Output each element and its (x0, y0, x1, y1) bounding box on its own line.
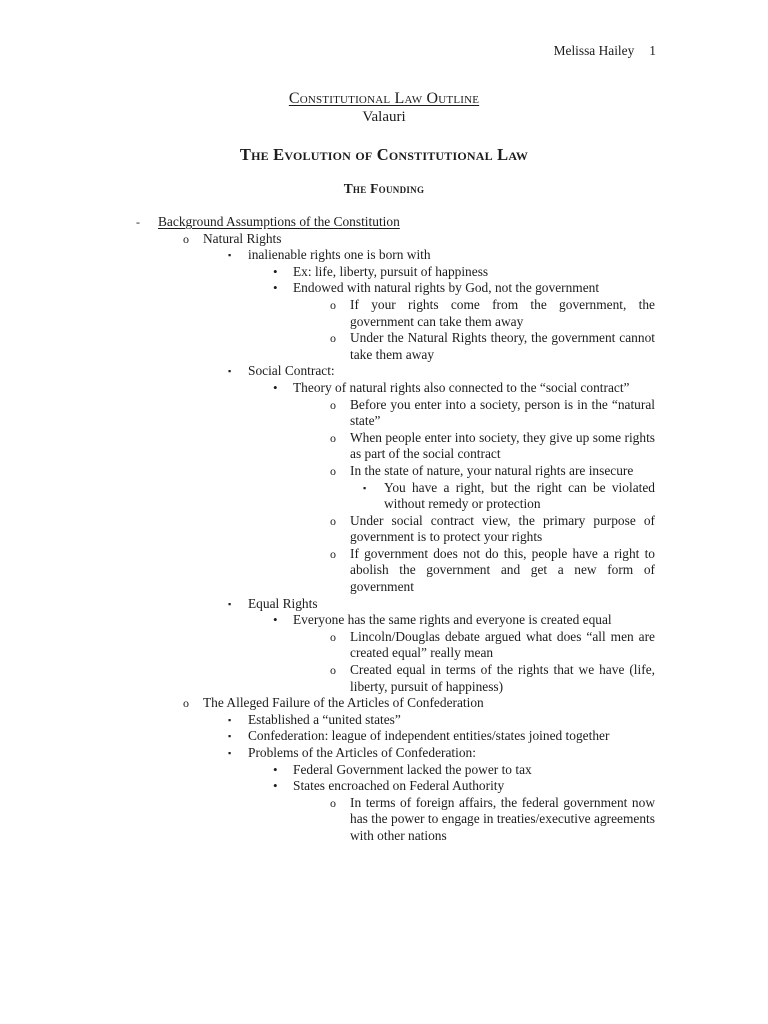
outline-item-text: Before you enter into a society, person is in the “natural state” (350, 396, 655, 429)
bullet-marker: • (273, 778, 278, 794)
bullet-marker: • (273, 612, 278, 628)
outline-item-text: Endowed with natural rights by God, not the government (293, 280, 600, 296)
outline-item (0, 380, 655, 397)
outline-item-text: If your rights come from the government, the government can take them away (350, 296, 655, 329)
outline-item-text: When people enter into society, they give up some rights as part of the social contract (350, 429, 655, 462)
bullet-marker: o (330, 795, 336, 810)
outline-item (0, 214, 655, 231)
bullet-marker: o (330, 513, 336, 528)
outline-item (0, 363, 655, 380)
outline-item-text: Social Contract: (248, 363, 335, 379)
outline-item (0, 231, 655, 248)
bullet-marker: • (273, 280, 278, 296)
outline-item-text: You have a right, but the right can be violated without remedy or protection (384, 479, 655, 512)
outline (0, 214, 655, 845)
outline-item (0, 513, 655, 546)
outline-item-text: States encroached on Federal Authority (293, 778, 505, 794)
document-subtitle: Valauri (362, 109, 406, 125)
outline-item-text: inalienable rights one is born with (248, 247, 431, 263)
bullet-marker: o (330, 463, 336, 478)
outline-item-text: Theory of natural rights also connected to the “social contract” (293, 379, 630, 395)
bullet-marker: o (330, 629, 336, 644)
subsection-heading: The Founding (343, 181, 425, 196)
outline-item (0, 795, 655, 845)
outline-item-text: Under the Natural Rights theory, the government cannot take them away (350, 330, 655, 362)
outline-item (0, 264, 655, 281)
bullet-marker: ▪ (363, 482, 367, 493)
outline-item (0, 463, 655, 480)
outline-item (0, 397, 655, 430)
document-title: Constitutional Law Outline (288, 90, 480, 107)
outline-item (0, 596, 655, 613)
outline-item (0, 629, 655, 662)
running-header (554, 43, 656, 59)
outline-item-text: Confederation: league of independent entities/states joined together (248, 728, 610, 744)
outline-item-text: Natural Rights (203, 230, 282, 246)
section-heading: The Evolution of Constitutional Law (239, 145, 529, 164)
bullet-marker: o (330, 663, 336, 678)
outline-item-text: Under social contract view, the primary purpose of government is to protect your rights (350, 512, 655, 545)
outline-item (0, 712, 655, 729)
outline-item-text: In the state of nature, your natural rights are insecure (350, 462, 634, 478)
outline-item (0, 430, 655, 463)
outline-item (0, 662, 655, 695)
outline-item-text: Federal Government lacked the power to tax (293, 761, 532, 777)
bullet-marker: ▪ (228, 714, 232, 725)
bullet-marker: o (330, 546, 336, 561)
page-number: 1 (649, 43, 656, 58)
outline-item-text: Lincoln/Douglas debate argued what does “all men are created equal” really mean (350, 628, 655, 661)
outline-item (0, 546, 655, 596)
outline-item (0, 695, 655, 712)
outline-item (0, 480, 655, 513)
outline-item-text: The Alleged Failure of the Articles of Confederation (203, 695, 484, 711)
outline-item (0, 745, 655, 762)
bullet-marker: • (273, 379, 278, 395)
bullet-marker: o (330, 297, 336, 312)
author-name: Melissa Hailey (553, 43, 635, 58)
bullet-marker: • (273, 761, 278, 777)
outline-item (0, 778, 655, 795)
outline-item-text: Created equal in terms of the rights that we have (life, liberty, pursuit of happiness) (350, 662, 655, 694)
outline-item-text: Everyone has the same rights and everyone is created equal (293, 612, 612, 628)
outline-item (0, 330, 655, 363)
outline-item-text: Problems of the Articles of Confederation: (248, 745, 476, 760)
bullet-marker: o (183, 696, 189, 711)
outline-item (0, 728, 655, 745)
bullet-marker: ▪ (228, 598, 232, 609)
outline-item-text: Established a “united states” (248, 711, 401, 727)
outline-item (0, 280, 655, 297)
outline-item (0, 762, 655, 779)
bullet-marker: ▪ (228, 366, 232, 377)
bullet-marker: ▪ (228, 250, 232, 261)
bullet-marker: o (330, 397, 336, 412)
bullet-marker: ▪ (228, 748, 232, 758)
outline-item (0, 297, 655, 330)
outline-item-text: Equal Rights (248, 595, 318, 611)
bullet-marker: - (136, 215, 140, 229)
outline-item-text: If government does not do this, people have a right to abolish the government and get a new form of government (350, 545, 655, 595)
bullet-marker: o (183, 231, 189, 246)
bullet-marker: • (273, 263, 278, 279)
bullet-marker: o (330, 430, 336, 445)
outline-item (0, 612, 655, 629)
bullet-marker: o (330, 331, 336, 346)
outline-item-text: Ex: life, liberty, pursuit of happiness (293, 263, 489, 279)
outline-item (0, 247, 655, 264)
outline-item-text: In terms of foreign affairs, the federal government now has the power to engage in treaties/executive agreements with other nations (350, 794, 655, 843)
outline-item-text: Background Assumptions of the Constitution (158, 214, 400, 229)
bullet-marker: ▪ (228, 731, 232, 742)
